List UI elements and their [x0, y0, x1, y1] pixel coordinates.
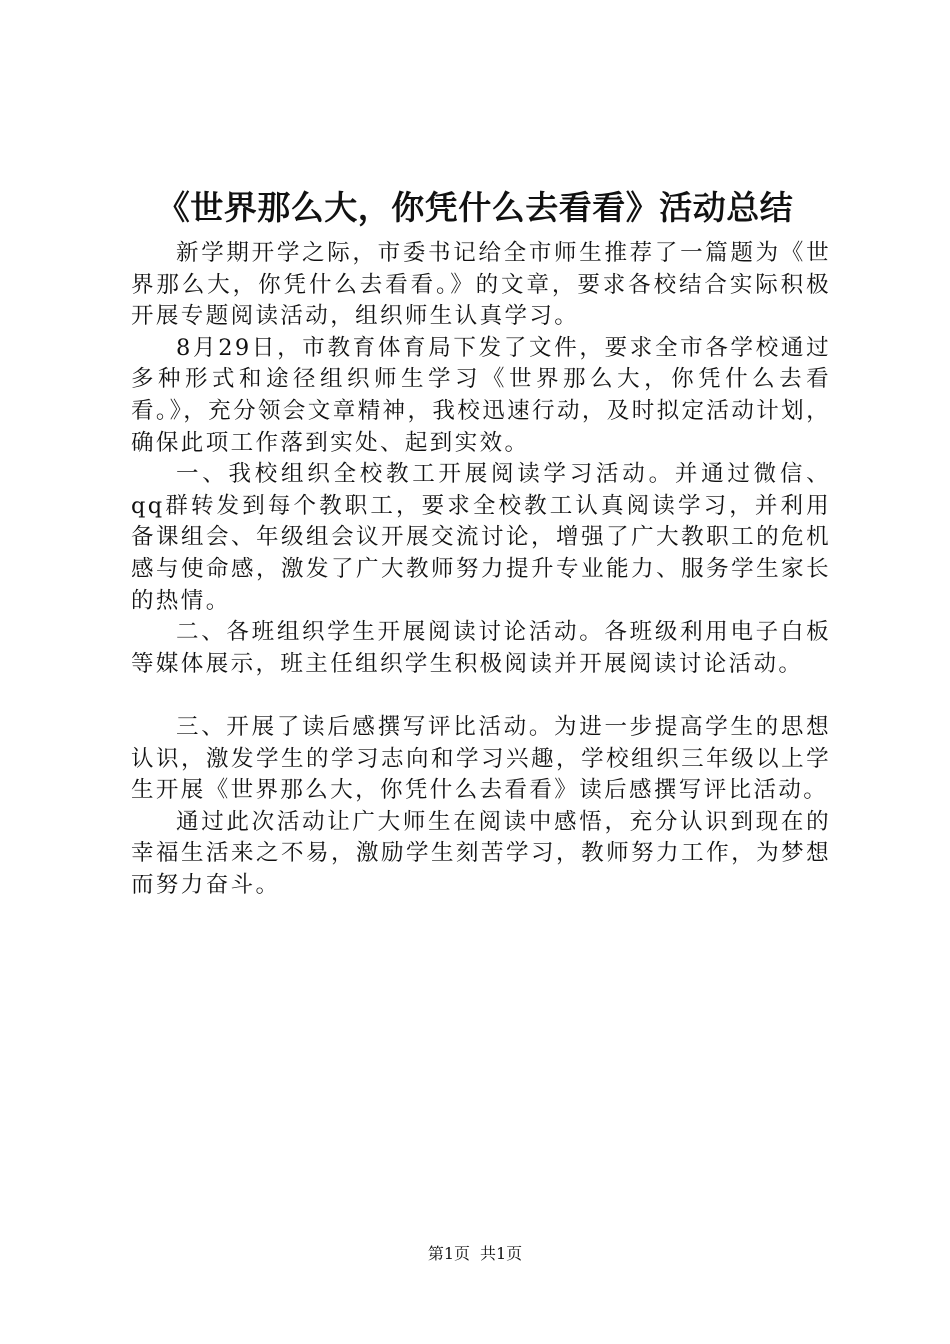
paragraph-intro: 新学期开学之际，市委书记给全市师生推荐了一篇题为《世界那么大，你凭什么去看看。》的文章，要求各校结合实际积极开展专题阅读活动，组织师生认真学习。	[131, 240, 831, 330]
paragraph-notice: 8月29日，市教育体育局下发了文件，要求全市各学校通过多种形式和途径组织师生学习《世界那么大，你凭什么去看看。》，充分领会文章精神，我校迅速行动，及时拟定活动计划，确保此项工作落到实处、起到实效。	[131, 334, 831, 456]
paragraph-staff-reading: 一、我校组织全校教工开展阅读学习活动。并通过微信、qq群转发到每个教职工，要求全校教工认真阅读学习，并利用备课组会、年级组会议开展交流讨论，增强了广大教职工的危机感与使命感，激发了广大教师努力提升专业能力、服务学生家长的热情。	[131, 461, 831, 614]
page-number: 第1页	[427, 1244, 470, 1263]
paragraph-conclusion: 通过此次活动让广大师生在阅读中感悟，充分认识到现在的幸福生活来之不易，激励学生刻苦学习，教师努力工作，为梦想而努力奋斗。	[131, 808, 831, 898]
page-footer	[0, 1243, 950, 1265]
paragraph-essay-contest: 三、开展了读后感撰写评比活动。为进一步提高学生的思想认识，激发学生的学习志向和学习兴趣，学校组织三年级以上学生开展《世界那么大，你凭什么去看看》读后感撰写评比活动。	[131, 713, 831, 804]
page-total: 共1页	[480, 1244, 523, 1263]
document-title: 《世界那么大，你凭什么去看看》活动总结	[156, 188, 794, 227]
document-body	[131, 238, 831, 901]
paragraph-class-discussion: 二、各班组织学生开展阅读讨论活动。各班级利用电子白板等媒体展示，班主任组织学生积极阅读并开展阅读讨论活动。	[131, 619, 831, 677]
